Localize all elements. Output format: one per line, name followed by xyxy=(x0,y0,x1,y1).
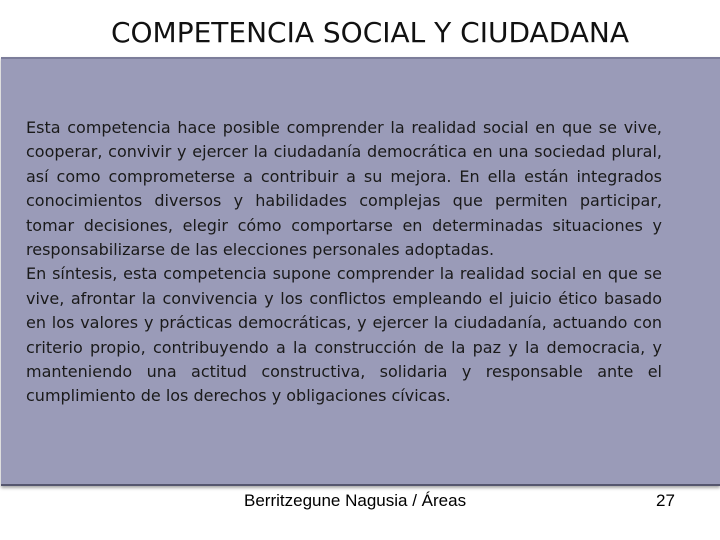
body-text xyxy=(26,116,662,409)
paragraph-definition: Esta competencia hace posible comprender la realidad social en que se vive, cooperar, convivir y ejercer la ciudadanía democrática en una sociedad plural, así como comprometerse a contribuir a su mejora. En ella están integrados conocimientos diversos y habilidades complejas que permiten participar, tomar decisiones, elegir cómo comportarse en determinadas situaciones y responsabilizarse de las elecciones personales adoptadas. xyxy=(26,118,662,260)
paragraph-summary: En síntesis, esta competencia supone comprender la realidad social en que se vive, afrontar la convivencia y los conflictos empleando el juicio ético basado en los valores y prácticas democráticas, y ejercer la ciudadanía, actuando con criterio propio, contribuyendo a la construcción de la paz y la democracia, y manteniendo una actitud constructiva, solidaria y responsable ante el cumplimiento de los derechos y obligaciones cívicas. xyxy=(26,264,662,406)
page-number: 27 xyxy=(656,491,675,510)
footer-source: Berritzegune Nagusia / Áreas xyxy=(244,491,467,510)
slide-title: COMPETENCIA SOCIAL Y CIUDADANA xyxy=(110,16,630,49)
